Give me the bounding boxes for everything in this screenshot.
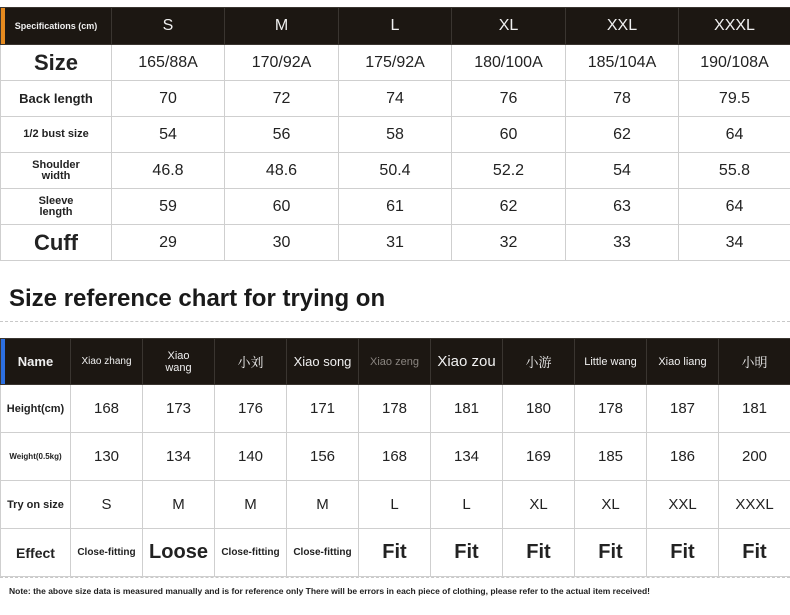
table-cell: 63 (566, 189, 679, 225)
table-cell: 54 (112, 117, 225, 153)
table-cell: 79.5 (679, 81, 790, 117)
row-label-try-on-size: Try on size (1, 481, 71, 529)
table-cell: 187 (647, 385, 719, 433)
table-row (1, 433, 790, 481)
table-cell: L (431, 481, 503, 529)
table-cell: 178 (359, 385, 431, 433)
table-cell: 181 (431, 385, 503, 433)
table-row (1, 153, 790, 189)
table-cell: 61 (339, 189, 452, 225)
table-cell: 30 (225, 225, 339, 261)
table-cell: Close-fitting (215, 529, 287, 577)
table-cell: 58 (339, 117, 452, 153)
table-cell: 200 (719, 433, 790, 481)
table-cell: 176 (215, 385, 287, 433)
try-header-row (1, 339, 790, 385)
table-cell: Fit (575, 529, 647, 577)
name-header: Xiao song (287, 339, 359, 385)
table-cell: 52.2 (452, 153, 566, 189)
table-cell: XXXL (719, 481, 790, 529)
name-header: 小刘 (215, 339, 287, 385)
table-cell: Fit (503, 529, 575, 577)
table-row (1, 81, 790, 117)
table-cell: 180/100A (452, 45, 566, 81)
table-cell: 185 (575, 433, 647, 481)
table-cell: Close-fitting (287, 529, 359, 577)
table-cell: 64 (679, 189, 790, 225)
table-cell: 33 (566, 225, 679, 261)
table-cell: M (215, 481, 287, 529)
specifications-table (0, 7, 790, 261)
table-cell: Loose (143, 529, 215, 577)
row-label-half-bust: 1/2 bust size (1, 117, 112, 153)
table-cell: M (143, 481, 215, 529)
try-on-table (0, 338, 790, 577)
row-label-height: Height(cm) (1, 385, 71, 433)
table-cell: 185/104A (566, 45, 679, 81)
name-header: Little wang (575, 339, 647, 385)
table-cell: 29 (112, 225, 225, 261)
table-row (1, 529, 790, 577)
table-cell: 178 (575, 385, 647, 433)
table-row (1, 385, 790, 433)
table-cell: 190/108A (679, 45, 790, 81)
table-cell: 186 (647, 433, 719, 481)
table-row (1, 45, 790, 81)
size-header-s: S (112, 8, 225, 45)
table-cell: 59 (112, 189, 225, 225)
table-cell: 134 (143, 433, 215, 481)
section-title: Size reference chart for trying on (9, 285, 386, 312)
table-cell: 60 (452, 117, 566, 153)
name-header: 小明 (719, 339, 790, 385)
size-header-xxl: XXL (566, 8, 679, 45)
table-cell: 56 (225, 117, 339, 153)
row-label-size: Size (1, 45, 112, 81)
table-cell: 165/88A (112, 45, 225, 81)
table-cell: Fit (359, 529, 431, 577)
table-cell: XL (503, 481, 575, 529)
table-cell: 60 (225, 189, 339, 225)
table-cell: 156 (287, 433, 359, 481)
size-header-xxxl: XXXL (679, 8, 790, 45)
table-cell: S (71, 481, 143, 529)
table-cell: 181 (719, 385, 790, 433)
table-cell: 50.4 (339, 153, 452, 189)
size-header-xl: XL (452, 8, 566, 45)
table-cell: 140 (215, 433, 287, 481)
try-corner-label: Name (1, 339, 71, 385)
table-row (1, 225, 790, 261)
table-row (1, 481, 790, 529)
table-cell: 175/92A (339, 45, 452, 81)
table-cell: XL (575, 481, 647, 529)
table-cell: 48.6 (225, 153, 339, 189)
table-cell: 180 (503, 385, 575, 433)
table-cell: 134 (431, 433, 503, 481)
row-label-shoulder-width: Shoulder width (1, 153, 112, 189)
table-cell: 32 (452, 225, 566, 261)
row-label-sleeve-length: Sleeve length (1, 189, 112, 225)
table-cell: 130 (71, 433, 143, 481)
name-header: Xiao zhang (71, 339, 143, 385)
divider (0, 577, 790, 578)
table-cell: 34 (679, 225, 790, 261)
table-cell: XXL (647, 481, 719, 529)
table-cell: L (359, 481, 431, 529)
table-cell: 70 (112, 81, 225, 117)
row-label-back-length: Back length (1, 81, 112, 117)
table-cell: 168 (359, 433, 431, 481)
table-cell: 55.8 (679, 153, 790, 189)
table-cell: Close-fitting (71, 529, 143, 577)
table-cell: 54 (566, 153, 679, 189)
name-header: 小游 (503, 339, 575, 385)
table-row (1, 189, 790, 225)
table-cell: 31 (339, 225, 452, 261)
table-cell: 170/92A (225, 45, 339, 81)
table-cell: M (287, 481, 359, 529)
table-cell: 46.8 (112, 153, 225, 189)
table-row (1, 117, 790, 153)
name-header: Xiao liang (647, 339, 719, 385)
size-header-m: M (225, 8, 339, 45)
table-cell: 78 (566, 81, 679, 117)
table-cell: 168 (71, 385, 143, 433)
name-header: Xiao zeng (359, 339, 431, 385)
table-cell: Fit (431, 529, 503, 577)
table-cell: 62 (452, 189, 566, 225)
table-cell: Fit (647, 529, 719, 577)
row-label-effect: Effect (1, 529, 71, 577)
table-cell: 64 (679, 117, 790, 153)
table-cell: 171 (287, 385, 359, 433)
table-cell: 74 (339, 81, 452, 117)
row-label-cuff: Cuff (1, 225, 112, 261)
row-label-weight: Weight(0.5kg) (1, 433, 71, 481)
table-cell: 173 (143, 385, 215, 433)
spec-header-row (1, 8, 790, 45)
table-cell: 76 (452, 81, 566, 117)
table-cell: Fit (719, 529, 790, 577)
spec-corner-label: Specifications (cm) (1, 8, 112, 45)
table-cell: 72 (225, 81, 339, 117)
footnote: Note: the above size data is measured manually and is for reference only There will be errors in each piece of clothing, please refer to the actual item received! (9, 586, 651, 596)
name-header: Xiao wang (143, 339, 215, 385)
divider (0, 321, 790, 322)
table-cell: 169 (503, 433, 575, 481)
size-header-l: L (339, 8, 452, 45)
table-cell: 62 (566, 117, 679, 153)
name-header: Xiao zou (431, 339, 503, 385)
